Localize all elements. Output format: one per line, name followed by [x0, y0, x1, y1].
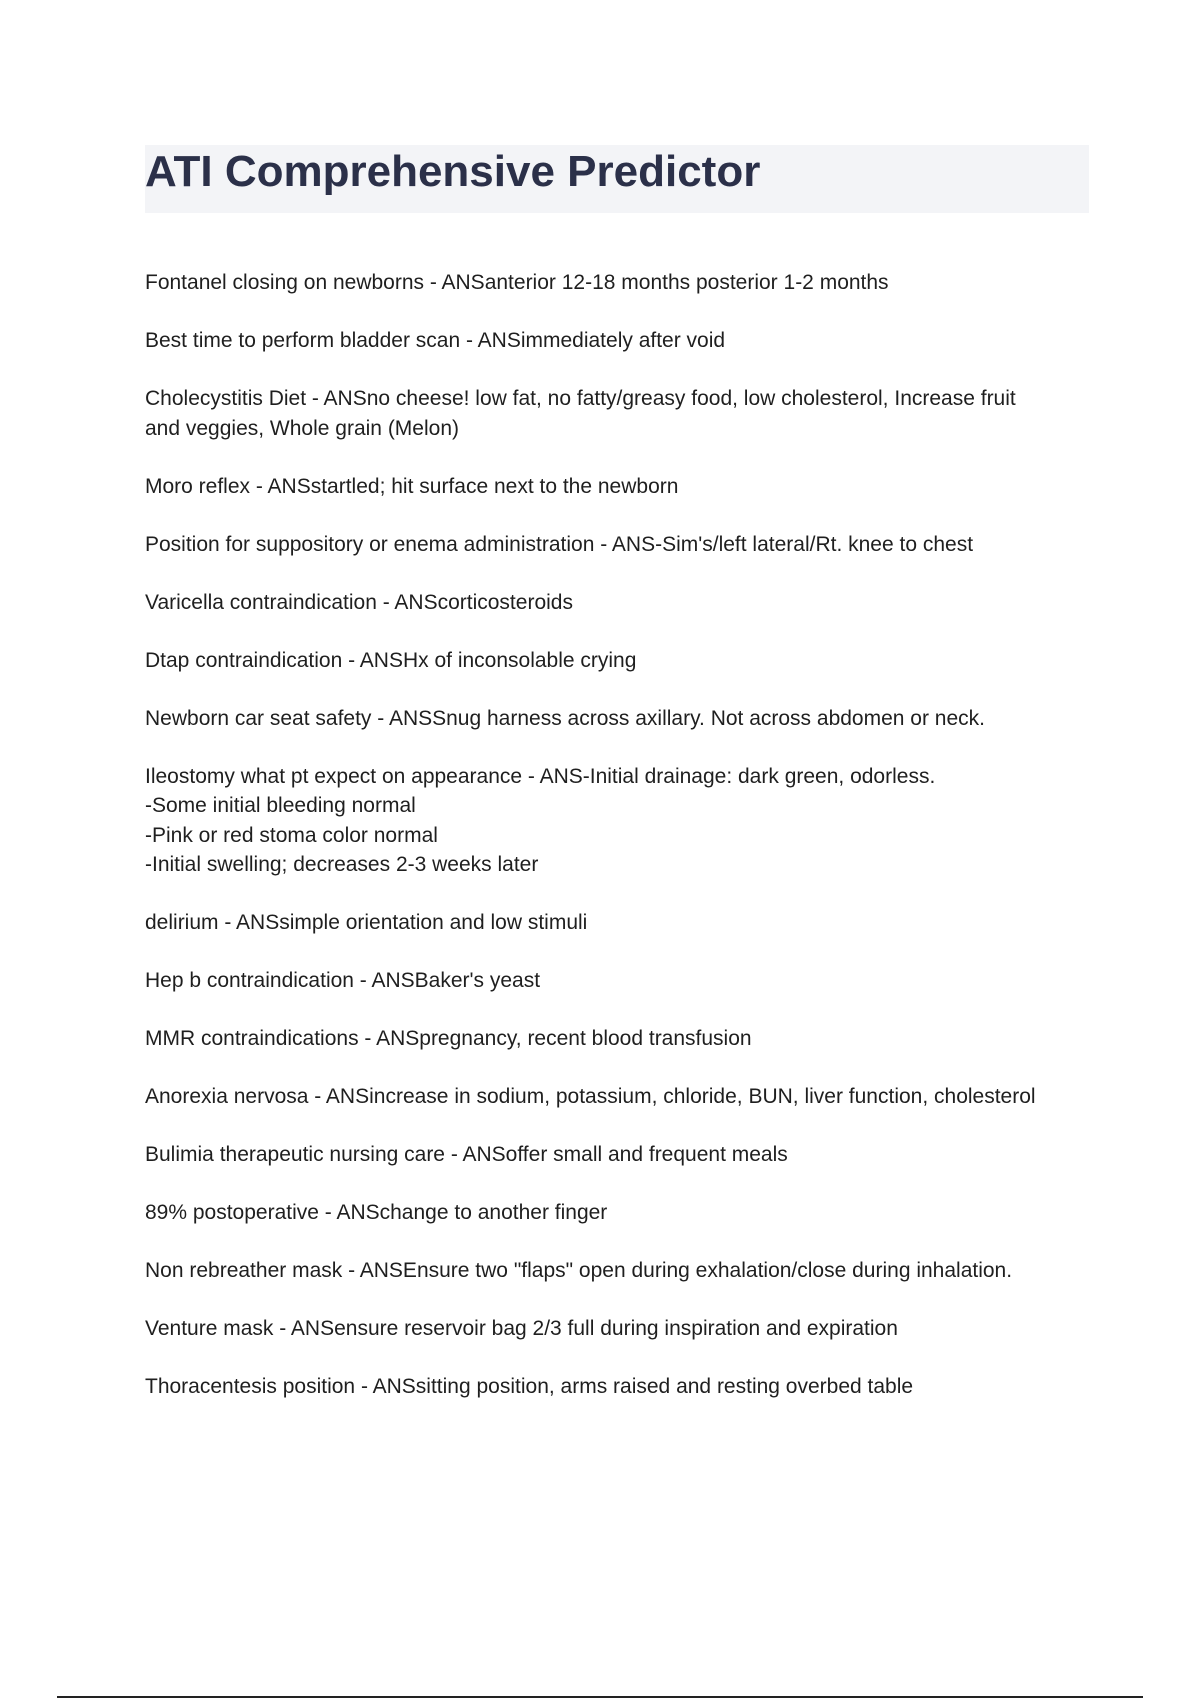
- qa-item-text: Cholecystitis Diet - ANSno cheese! low fat, no fatty/greasy food, low cholesterol, Increase fruit: [145, 387, 1016, 410]
- qa-item: [145, 472, 1095, 502]
- qa-item-text: -Some initial bleeding normal: [145, 794, 416, 817]
- qa-item: [145, 1024, 1095, 1054]
- qa-item: [145, 1256, 1095, 1286]
- qa-item: [145, 326, 1095, 356]
- qa-item: [145, 762, 1095, 880]
- qa-item-text: Anorexia nervosa - ANSincrease in sodium, potassium, chloride, BUN, liver function, cholesterol: [145, 1085, 1036, 1108]
- qa-item: [145, 908, 1095, 938]
- qa-item-text: Best time to perform bladder scan - ANSimmediately after void: [145, 329, 726, 352]
- qa-item: [145, 1314, 1095, 1344]
- qa-item-text: MMR contraindications - ANSpregnancy, recent blood transfusion: [145, 1027, 752, 1050]
- qa-item-text: Venture mask - ANSensure reservoir bag 2/3 full during inspiration and expiration: [145, 1317, 898, 1340]
- qa-item-text: -Pink or red stoma color normal: [145, 823, 438, 847]
- qa-item-text: Fontanel closing on newborns - ANSanterior 12-18 months posterior 1-2 months: [145, 271, 889, 294]
- qa-item: [145, 268, 1095, 298]
- document-title: ATI Comprehensive Predictor: [145, 147, 761, 196]
- qa-item-text: Hep b contraindication - ANSBaker's yeast: [145, 969, 541, 992]
- qa-item-text: 89% postoperative - ANSchange to another finger: [145, 1201, 608, 1224]
- qa-item-text: Moro reflex - ANSstartled; hit surface next to the newborn: [145, 474, 679, 498]
- qa-item: [145, 1372, 1095, 1402]
- qa-item: [145, 1198, 1095, 1228]
- qa-list: [145, 268, 1095, 1430]
- qa-item-text: Thoracentesis position - ANSsitting position, arms raised and resting overbed table: [145, 1375, 914, 1398]
- qa-item: [145, 530, 1095, 560]
- footer-divider: [57, 1696, 1143, 1698]
- qa-item: [145, 1082, 1095, 1112]
- qa-item-text: Non rebreather mask - ANSEnsure two "flaps" open during exhalation/close during inhalation.: [145, 1259, 1013, 1282]
- qa-item-text: delirium - ANSsimple orientation and low stimuli: [145, 911, 588, 934]
- qa-item: [145, 1140, 1095, 1170]
- qa-item: [145, 588, 1095, 618]
- qa-item-text: Position for suppository or enema administration - ANS-Sim's/left lateral/Rt. knee to chest: [145, 532, 974, 556]
- qa-item: [145, 384, 1095, 443]
- qa-item: [145, 966, 1095, 996]
- qa-item-text: and veggies, Whole grain (Melon): [145, 416, 459, 440]
- qa-item-text: Varicella contraindication - ANScorticosteroids: [145, 590, 573, 614]
- qa-item-text: Dtap contraindication - ANSHx of inconsolable crying: [145, 648, 637, 672]
- qa-item-text: Ileostomy what pt expect on appearance - ANS-Initial drainage: dark green, odorless.: [145, 764, 936, 788]
- qa-item-text: -Initial swelling; decreases 2-3 weeks later: [145, 853, 539, 876]
- qa-item-text: Newborn car seat safety - ANSSnug harness across axillary. Not across abdomen or neck.: [145, 706, 985, 730]
- qa-item: [145, 704, 1095, 734]
- qa-item: [145, 646, 1095, 676]
- qa-item-text: Bulimia therapeutic nursing care - ANSoffer small and frequent meals: [145, 1143, 788, 1166]
